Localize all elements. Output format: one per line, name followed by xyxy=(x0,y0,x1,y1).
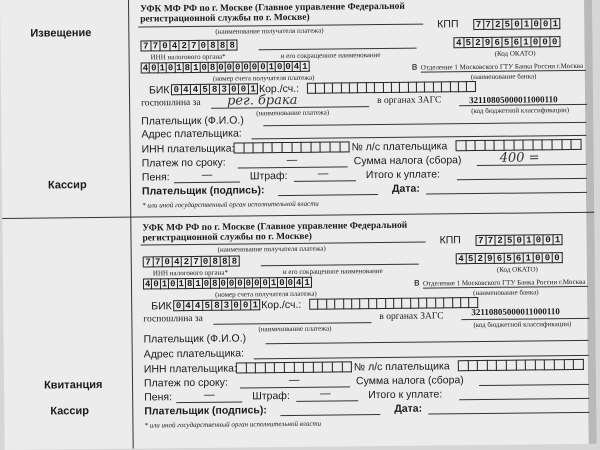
tax-handwriting: 400 = xyxy=(499,150,540,166)
digit-cell: 7 xyxy=(486,235,496,246)
in-label: в xyxy=(411,60,418,73)
duty-label: госпошлина за xyxy=(143,313,203,325)
empty-cell xyxy=(436,297,445,308)
inn-caption: ИНН налогового органа* xyxy=(152,268,228,278)
empty-cell xyxy=(367,82,376,93)
kpp-boxes xyxy=(475,234,562,246)
digit-cell: 1 xyxy=(161,279,168,290)
account-no-boxes xyxy=(458,359,584,371)
inn-caption: ИНН налогового органа* xyxy=(150,52,226,62)
digit-cell: 8 xyxy=(211,256,221,267)
digit-cell: 0 xyxy=(234,62,241,73)
digit-cell: 3 xyxy=(220,84,230,95)
empty-cell xyxy=(419,298,428,309)
digit-cell: 0 xyxy=(553,252,563,263)
short-name-caption: и его сокращенное наименование xyxy=(282,267,383,277)
digit-cell: 7 xyxy=(153,256,163,267)
empty-cell xyxy=(392,82,401,93)
empty-cell xyxy=(428,297,437,308)
empty-cell xyxy=(536,359,546,370)
empty-cell xyxy=(564,359,574,370)
penalty-dash: — xyxy=(201,168,213,181)
recipient-line-2: регистрационной службы по г. Москве) xyxy=(140,12,310,25)
empty-cell xyxy=(342,361,352,372)
account-boxes xyxy=(143,277,312,290)
digit-cell: 0 xyxy=(541,18,551,29)
digit-cell: 4 xyxy=(457,253,467,264)
digit-cell: 1 xyxy=(249,83,259,94)
digit-cell: 0 xyxy=(203,278,210,289)
zags-label: в органах ЗАГС xyxy=(377,95,442,107)
empty-cell xyxy=(524,139,534,150)
empty-cell xyxy=(409,82,418,93)
empty-cell xyxy=(266,362,276,373)
digit-cell: 8 xyxy=(218,40,228,51)
payer-inn-boxes xyxy=(234,141,350,153)
empty-cell xyxy=(285,362,295,373)
digit-cell: 4 xyxy=(191,84,201,95)
digit-cell: 0 xyxy=(172,84,182,95)
empty-cell xyxy=(400,82,409,93)
payer-inn-label: ИНН плательщика: xyxy=(143,362,237,376)
digit-cell: 0 xyxy=(228,278,235,289)
empty-cell xyxy=(282,142,292,153)
kbk-caption: (код бюджетной классификации) xyxy=(473,320,572,330)
digit-cell: 2 xyxy=(182,256,192,267)
empty-cell xyxy=(543,139,553,150)
empty-cell xyxy=(485,140,495,151)
empty-cell xyxy=(304,362,314,373)
recipient-line-1: УФК МФ РФ по г. Москве (Главное управление Федеральной xyxy=(142,220,408,234)
digit-cell: 6 xyxy=(493,37,503,48)
empty-cell xyxy=(314,362,324,373)
empty-cell xyxy=(333,361,343,372)
recipient-caption: (наименование получателя платежа) xyxy=(215,26,324,36)
empty-cell xyxy=(330,141,340,152)
account-no-boxes xyxy=(455,139,581,151)
kor-boxes xyxy=(307,81,476,94)
digit-cell: 1 xyxy=(270,278,277,289)
empty-cell xyxy=(442,81,451,92)
digit-cell: 5 xyxy=(505,235,515,246)
empty-cell xyxy=(572,139,582,150)
empty-cell xyxy=(425,81,434,92)
digit-cell: 8 xyxy=(228,40,238,51)
empty-cell xyxy=(552,139,562,150)
digit-cell: 0 xyxy=(276,62,283,73)
digit-cell: 7 xyxy=(144,256,154,267)
empty-cell xyxy=(383,82,392,93)
digit-cell: 0 xyxy=(260,62,266,73)
digit-cell: 1 xyxy=(159,63,165,74)
bik-label: БИК xyxy=(148,84,170,97)
empty-cell xyxy=(488,360,498,371)
empty-cell xyxy=(310,299,319,310)
digit-cell: 9 xyxy=(485,253,495,264)
empty-cell xyxy=(321,142,331,153)
digit-cell: 0 xyxy=(199,40,209,51)
empty-cell xyxy=(467,81,476,92)
tax-label: Сумма налога (сбора) xyxy=(355,374,464,388)
digit-cell: 4 xyxy=(454,37,464,48)
empty-cell xyxy=(453,297,462,308)
digit-cell: 0 xyxy=(253,278,260,289)
kor-label: Кор./сч.: xyxy=(261,298,302,312)
okato-boxes xyxy=(453,36,560,48)
empty-cell xyxy=(246,362,256,373)
digit-cell: 6 xyxy=(512,37,522,48)
empty-cell xyxy=(526,359,536,370)
empty-cell xyxy=(468,360,478,371)
empty-cell xyxy=(461,297,470,308)
inn-boxes xyxy=(143,256,240,268)
bik-boxes xyxy=(173,299,260,311)
zags-label: в органах ЗАГС xyxy=(379,311,444,323)
empty-cell xyxy=(504,140,514,151)
digit-cell: 1 xyxy=(522,36,532,47)
digit-cell: 0 xyxy=(239,83,249,94)
payer-label: Плательщик (Ф.И.О.) xyxy=(143,332,247,346)
empty-cell xyxy=(325,83,334,94)
signature-label: Плательщик (подпись): xyxy=(141,184,265,198)
penalty-label: Пеня: xyxy=(144,391,173,404)
digit-cell: 7 xyxy=(474,19,484,30)
digit-cell: 6 xyxy=(495,253,505,264)
digit-cell: 4 xyxy=(172,256,182,267)
empty-cell xyxy=(323,362,333,373)
digit-cell: 0 xyxy=(262,278,268,289)
empty-cell xyxy=(350,82,359,93)
empty-cell xyxy=(275,362,285,373)
digit-cell: 8 xyxy=(213,300,223,311)
digit-cell: 0 xyxy=(232,299,242,310)
digit-cell: 0 xyxy=(544,234,554,245)
empty-cell xyxy=(237,362,247,373)
empty-cell xyxy=(386,298,395,309)
digit-cell: 4 xyxy=(144,279,151,290)
digit-cell: 1 xyxy=(251,299,261,310)
empty-cell xyxy=(319,299,328,310)
digit-cell: 4 xyxy=(293,61,300,72)
empty-cell xyxy=(466,140,476,151)
digit-cell: 0 xyxy=(163,256,173,267)
duty-label: госпошлина за xyxy=(141,97,201,109)
payer-label: Плательщик (Ф.И.О.) xyxy=(141,114,244,128)
empty-cell xyxy=(516,360,526,371)
recipient-line-1: УФК МФ РФ по г. Москве (Главное управление Федеральной xyxy=(140,1,405,15)
digit-cell: 1 xyxy=(551,18,561,29)
digit-cell: 4 xyxy=(170,40,180,51)
empty-cell xyxy=(294,362,304,373)
digit-cell: 0 xyxy=(541,36,551,47)
digit-cell: 0 xyxy=(285,61,291,73)
digit-cell: 0 xyxy=(153,279,159,290)
digit-cell: 0 xyxy=(229,84,239,95)
empty-cell xyxy=(292,142,302,153)
digit-cell: 0 xyxy=(237,278,243,289)
due-dash: — xyxy=(286,153,298,167)
digit-cell: 8 xyxy=(220,256,230,267)
date-label: Дата: xyxy=(394,402,423,415)
digit-cell: 0 xyxy=(201,62,207,73)
digit-cell: 0 xyxy=(241,299,251,310)
empty-cell xyxy=(352,298,361,309)
okato-caption: (Код ОКАТО) xyxy=(494,49,536,58)
digit-cell: 7 xyxy=(141,40,151,51)
digit-cell: 7 xyxy=(476,235,486,246)
empty-cell xyxy=(394,298,403,309)
okato-caption: (Код ОКАТО) xyxy=(496,265,538,274)
kpp-label: КПП xyxy=(437,18,459,31)
kor-label: Кор./сч.: xyxy=(258,82,300,96)
digit-cell: 1 xyxy=(195,278,201,289)
penalty-dash: — xyxy=(204,388,215,401)
due-label: Платеж по сроку: xyxy=(143,376,228,390)
payer-inn-label: ИНН плательщика: xyxy=(141,142,235,156)
account-caption: (номер счета получателя платежа) xyxy=(212,73,315,83)
empty-cell xyxy=(507,360,517,371)
digit-cell: 2 xyxy=(474,37,484,48)
empty-cell xyxy=(402,298,411,309)
total-label: Итого к уплате: xyxy=(365,168,440,182)
inn-boxes xyxy=(140,40,237,52)
footnote: * или иной государственный орган исполнительной власти xyxy=(142,199,319,210)
empty-cell xyxy=(333,82,342,93)
footnote: * или иной государственный орган исполнительной власти xyxy=(144,419,322,430)
kbk-value: 32110805000011000110 xyxy=(471,306,560,318)
recipient-caption: (наименование получателя платежа) xyxy=(217,244,326,254)
digit-cell: 0 xyxy=(218,62,224,73)
digit-cell: 5 xyxy=(203,300,213,311)
digit-cell: 0 xyxy=(251,62,258,73)
empty-cell xyxy=(456,140,466,151)
digit-cell: 1 xyxy=(304,277,310,288)
digit-cell: 5 xyxy=(466,253,476,264)
digit-cell: 0 xyxy=(174,300,184,311)
kbk-caption: (код бюджетной классификации) xyxy=(471,106,570,116)
digit-cell: 0 xyxy=(515,235,525,246)
empty-cell xyxy=(574,359,584,370)
digit-cell: 2 xyxy=(476,253,486,264)
digit-cell: 0 xyxy=(550,36,560,47)
due-label: Платеж по сроку: xyxy=(141,156,226,170)
empty-cell xyxy=(459,360,469,371)
receipt-cashier-label: Кассир xyxy=(50,405,90,418)
address-label: Адрес плательщика: xyxy=(141,127,242,141)
empty-cell xyxy=(434,81,443,92)
empty-cell xyxy=(411,298,420,309)
digit-cell: 0 xyxy=(220,278,226,289)
fine-dash: — xyxy=(320,387,331,400)
empty-cell xyxy=(340,141,350,152)
account-no-label: № л/с плательщика xyxy=(353,360,450,374)
empty-cell xyxy=(254,142,264,153)
digit-cell: 0 xyxy=(531,36,541,47)
digit-cell: 0 xyxy=(170,279,176,290)
digit-cell: 4 xyxy=(181,84,191,95)
empty-cell xyxy=(256,362,266,373)
okato-boxes xyxy=(456,252,563,264)
empty-cell xyxy=(417,82,426,93)
digit-cell: 4 xyxy=(193,300,203,311)
empty-cell xyxy=(459,81,468,92)
digit-cell: 1 xyxy=(178,279,184,290)
digit-cell: 5 xyxy=(505,253,515,264)
empty-cell xyxy=(308,83,317,94)
digit-cell: 1 xyxy=(553,234,563,245)
notice-section xyxy=(0,0,594,215)
digit-cell: 4 xyxy=(184,300,194,311)
account-no-label: № л/с плательщика xyxy=(351,140,448,154)
digit-cell: 5 xyxy=(503,19,513,30)
fine-label: Штраф: xyxy=(252,389,290,403)
penalty-label: Пеня: xyxy=(141,171,170,184)
digit-cell: 1 xyxy=(192,62,199,73)
empty-cell xyxy=(555,359,565,370)
digit-cell: 2 xyxy=(496,235,506,246)
digit-cell: 8 xyxy=(209,40,219,51)
bank-caption: (наименование банка) xyxy=(470,72,537,82)
digit-cell: 8 xyxy=(184,63,191,74)
kbk-value: 32110805000011000110 xyxy=(469,94,558,106)
empty-cell xyxy=(327,299,336,310)
digit-cell: 8 xyxy=(212,278,218,289)
duty-handwriting: рег. брака xyxy=(226,92,298,109)
empty-cell xyxy=(244,142,254,153)
empty-cell xyxy=(478,360,488,371)
digit-cell: 1 xyxy=(302,61,308,72)
empty-cell xyxy=(369,298,378,309)
empty-cell xyxy=(562,139,572,150)
duty-caption: (наименование платежа) xyxy=(258,324,332,334)
digit-cell: 3 xyxy=(222,300,232,311)
empty-cell xyxy=(476,140,486,151)
empty-cell xyxy=(360,298,369,309)
digit-cell: 9 xyxy=(483,37,493,48)
digit-cell: 8 xyxy=(230,256,240,267)
digit-cell: 0 xyxy=(151,63,157,74)
digit-cell: 1 xyxy=(524,234,534,245)
empty-cell xyxy=(495,140,505,151)
digit-cell: 4 xyxy=(142,63,149,74)
bik-label: БИК xyxy=(151,300,172,313)
empty-cell xyxy=(545,359,555,370)
bank-name: Отделение 1 Московского ГТУ Банка России г.Москва xyxy=(420,61,584,72)
digit-cell: 0 xyxy=(534,234,544,245)
empty-cell xyxy=(273,142,283,153)
kor-boxes xyxy=(309,297,478,310)
empty-cell xyxy=(302,142,312,153)
empty-cell xyxy=(375,82,384,93)
digit-cell: 6 xyxy=(514,253,524,264)
in-label: в xyxy=(413,276,420,289)
digit-cell: 0 xyxy=(287,277,294,289)
digit-cell: 5 xyxy=(464,37,474,48)
due-dash: — xyxy=(288,373,300,386)
address-label: Адрес плательщика: xyxy=(143,347,245,361)
digit-cell: 8 xyxy=(209,62,216,73)
empty-cell xyxy=(341,82,350,93)
digit-cell: 7 xyxy=(189,40,199,51)
recipient-line-2: регистрационной службы по г. Москве) xyxy=(142,231,312,244)
digit-cell: 2 xyxy=(180,40,190,51)
empty-cell xyxy=(514,140,524,151)
digit-cell: 0 xyxy=(243,62,249,73)
kpp-label: КПП xyxy=(439,234,461,247)
duty-caption: (наименование платежа) xyxy=(256,108,330,118)
receipt-label: Квитанция xyxy=(43,378,103,392)
payer-inn-boxes xyxy=(236,361,352,373)
digit-cell: 0 xyxy=(167,63,174,74)
notice-label: Извещение xyxy=(30,27,92,40)
empty-cell xyxy=(316,83,325,94)
digit-cell: 0 xyxy=(161,40,171,51)
signature-label: Плательщик (подпись): xyxy=(144,404,267,418)
cashier-label: Кассир xyxy=(47,179,87,192)
digit-cell: 8 xyxy=(210,84,220,95)
empty-cell xyxy=(533,139,543,150)
empty-cell xyxy=(497,360,507,371)
receipt-section xyxy=(2,214,596,435)
digit-cell: 7 xyxy=(151,40,161,51)
empty-cell xyxy=(444,297,453,308)
digit-cell: 0 xyxy=(279,278,285,289)
digit-cell: 0 xyxy=(201,256,211,267)
digit-cell: 1 xyxy=(524,252,534,263)
tax-label: Сумма налога (сбора) xyxy=(353,154,462,168)
fine-dash: — xyxy=(317,167,329,180)
digit-cell: 8 xyxy=(186,279,193,290)
empty-cell xyxy=(263,142,273,153)
digit-cell: 0 xyxy=(532,18,542,29)
digit-cell: 0 xyxy=(513,19,523,30)
empty-cell xyxy=(335,298,344,309)
digit-cell: 1 xyxy=(268,62,275,73)
digit-cell: 4 xyxy=(295,277,302,288)
empty-cell xyxy=(344,298,353,309)
digit-cell: 0 xyxy=(226,62,233,73)
digit-cell: 0 xyxy=(533,252,543,263)
digit-cell: 5 xyxy=(201,84,211,95)
digit-cell: 1 xyxy=(522,18,532,29)
empty-cell xyxy=(235,142,245,153)
empty-cell xyxy=(311,142,321,153)
bank-caption: (наименование банка) xyxy=(473,288,539,298)
digit-cell: 7 xyxy=(192,256,202,267)
digit-cell: 5 xyxy=(502,37,512,48)
kpp-boxes xyxy=(473,18,560,30)
digit-cell: 0 xyxy=(543,252,553,263)
account-boxes xyxy=(141,61,310,74)
date-label: Дата: xyxy=(391,182,420,195)
empty-cell xyxy=(377,298,386,309)
digit-cell: 0 xyxy=(245,278,252,289)
empty-cell xyxy=(451,81,460,92)
digit-cell: 7 xyxy=(484,19,494,30)
fine-label: Штраф: xyxy=(249,169,288,183)
total-label: Итого к уплате: xyxy=(368,388,443,402)
empty-cell xyxy=(358,82,367,93)
digit-cell: 1 xyxy=(176,63,182,74)
bank-name: Отделение 1 Московского ГТУ Банка России г.Москва xyxy=(422,277,586,288)
short-name-caption: и его сокращенное наименование xyxy=(280,51,381,61)
digit-cell: 2 xyxy=(493,19,503,30)
account-caption: (номер счета получателя платежа) xyxy=(215,289,317,299)
